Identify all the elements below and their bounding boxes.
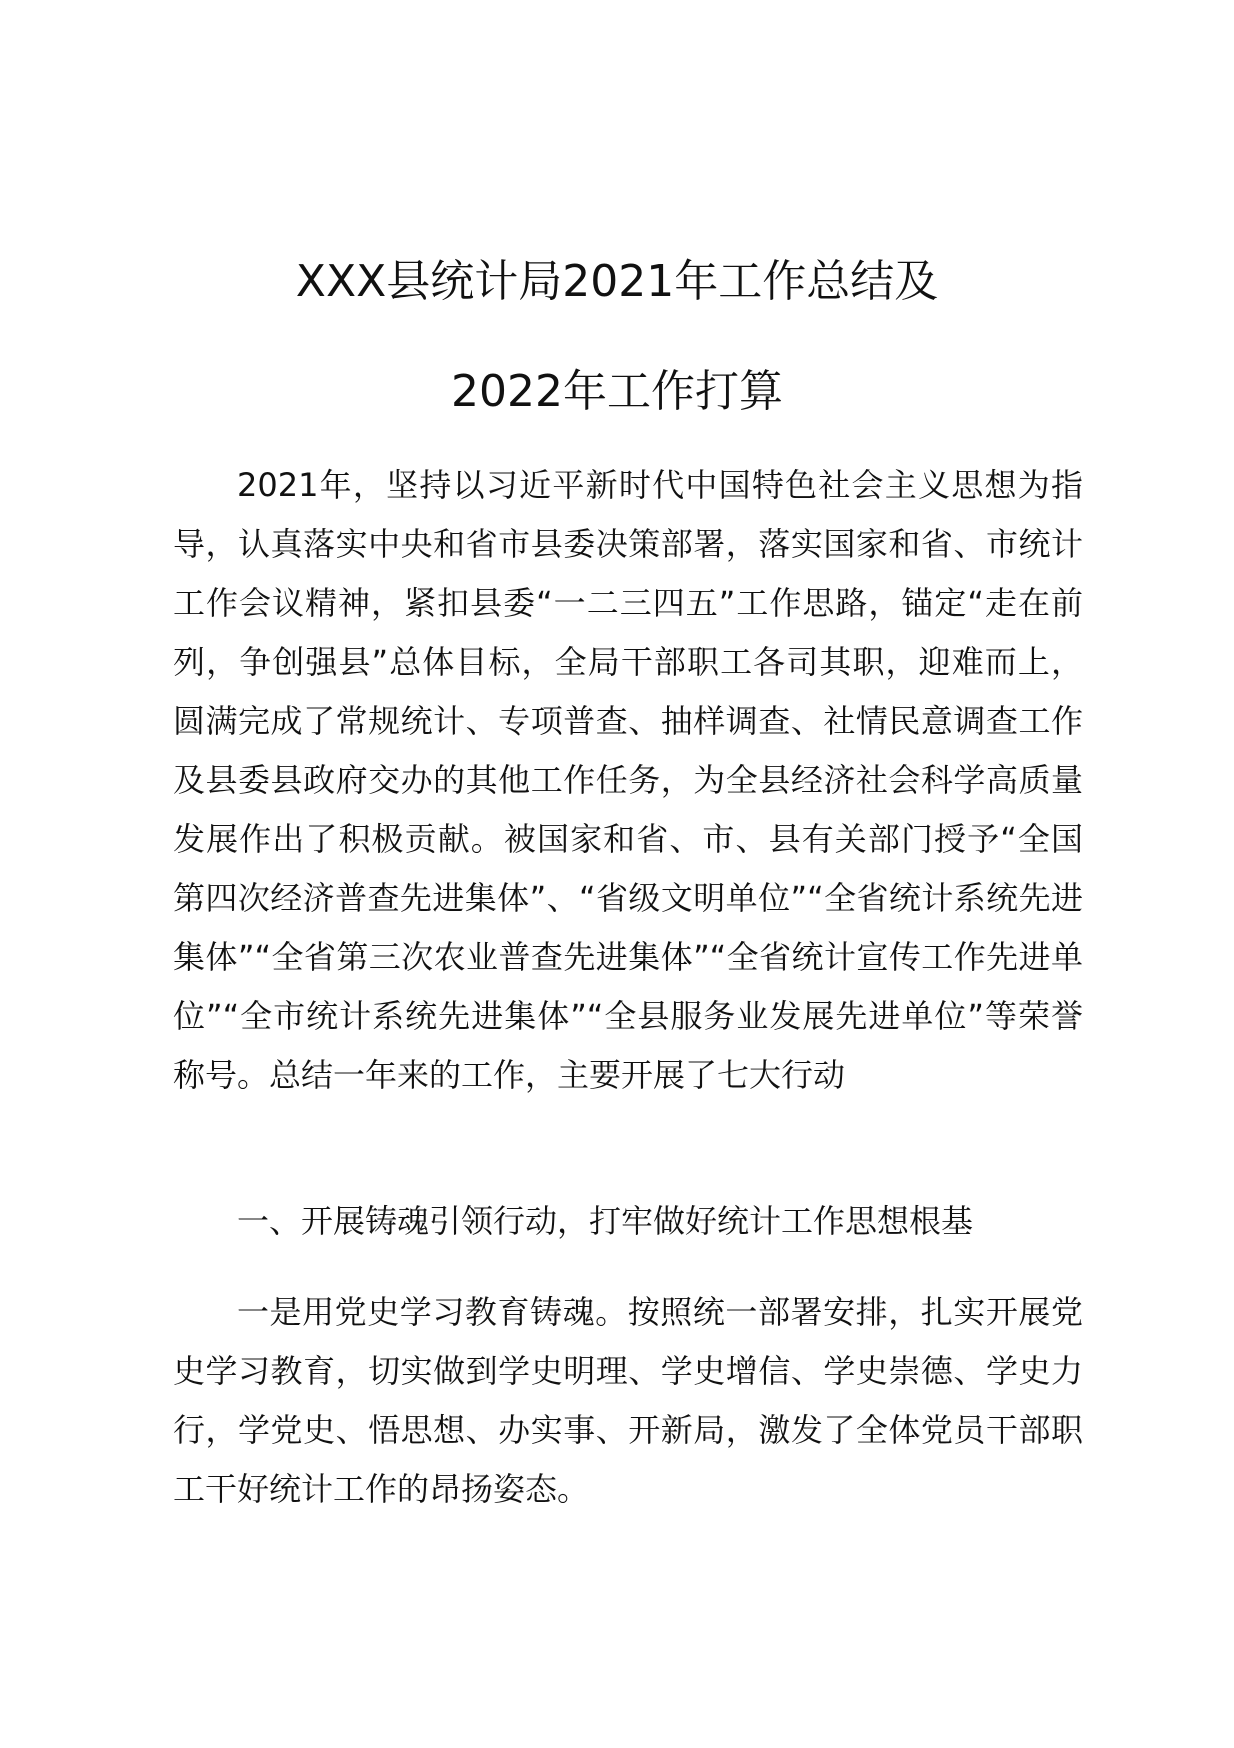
section-paragraph-block-1 <box>173 1283 1083 1519</box>
intro-paragraph-block <box>173 456 1083 1105</box>
document-title-line-2: 2022年工作打算 <box>451 366 783 417</box>
intro-paragraph: 2021年，坚持以习近平新时代中国特色社会主义思想为指导，认真落实中央和省市县委决策部署，落实国家和省、市统计工作会议精神，紧扣县委“一二三四五”工作思路，锚定“走在前列，争创强县”总体目标，全局干部职工各司其职，迎难而上，圆满完成了常规统计、专项普查、抽样调查、社情民意调查工作及县委县政府交办的其他工作任务，为全县经济社会科学高质量发展作出了积极贡献。被国家和省、市、县有关部门授予“全国第四次经济普查先进集体”、“省级文明单位”“全省统计系统先进集体”“全省第三次农业普查先进集体”“全省统计宣传工作先进单位”“全市统计系统先进集体”“全县服务业发展先进单位”等荣誉称号。总结一年来的工作，主要开展了七大行动 <box>173 466 1083 1094</box>
document-title-line-1: XXX县统计局2021年工作总结及 <box>295 256 939 307</box>
section-heading-1: 一、开展铸魂引领行动，打牢做好统计工作思想根基 <box>237 1202 974 1240</box>
section-paragraph-1: 一是用党史学习教育铸魂。按照统一部署安排，扎实开展党史学习教育，切实做到学史明理、学史增信、学史崇德、学史力行，学党史、悟思想、办实事、开新局，激发了全体党员干部职工干好统计工作的昂扬姿态。 <box>173 1293 1083 1508</box>
